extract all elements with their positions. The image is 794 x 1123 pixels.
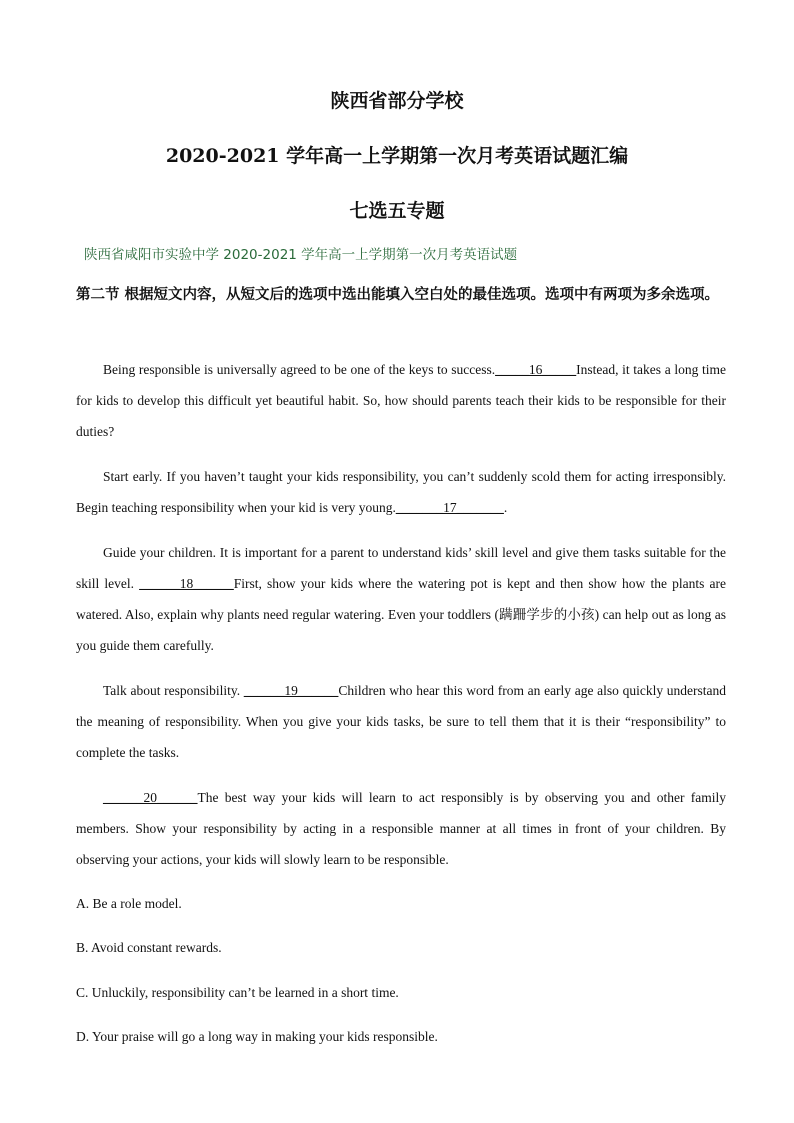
paragraph-text: The best way your kids will learn to act responsibly is by observing you and other family members. Show your responsibility by acting in a responsible manner at all times in front of your children. By observing your actions, your kids will slowly learn to be responsible. xyxy=(76,790,726,867)
passage-paragraph-3 xyxy=(76,537,726,661)
paragraph-text: Talk about responsibility. xyxy=(103,683,244,698)
document-title-exam: 2020-2021 学年高一上学期第一次月考英语试题汇编 xyxy=(165,145,629,167)
blank-19: ______19______ xyxy=(243,683,339,698)
exam-source-label: 陕西省咸阳市实验中学 2020-2021 学年高一上学期第一次月考英语试题 xyxy=(84,247,518,263)
paragraph-text: . xyxy=(503,500,508,515)
option-a: A. Be a role model. xyxy=(76,896,182,911)
passage-paragraph-5 xyxy=(76,782,726,875)
blank-17: _______17_______ xyxy=(395,500,504,515)
paragraph-text: Guide your children. It is important for a parent to understand kids’ skill level and give them tasks suitable for the skill level. xyxy=(76,545,726,591)
passage-paragraph-2 xyxy=(76,461,726,523)
option-b: B. Avoid constant rewards. xyxy=(76,940,222,955)
blank-18: ______18______ xyxy=(139,576,234,591)
option-d: D. Your praise will go a long way in making your kids responsible. xyxy=(76,1029,438,1044)
document-title-school: 陕西省部分学校 xyxy=(330,90,464,112)
paragraph-text: Instead, it takes a long time for kids to develop this difficult yet beautiful habit. So, how should parents teach their kids to be responsible for their duties? xyxy=(76,362,726,439)
passage-paragraph-1 xyxy=(76,354,726,447)
section-instruction: 第二节 根据短文内容，从短文后的选项中选出能填入空白处的最佳选项。选项中有两项为多余选项。 xyxy=(76,287,720,303)
passage-paragraph-4 xyxy=(76,675,726,768)
option-c: C. Unluckily, responsibility can’t be learned in a short time. xyxy=(76,985,399,1000)
paragraph-text: First, show your kids where the watering pot is kept and then show how the plants are watered. Also, explain why plants need regular watering. Even your toddlers (蹒跚学步的小孩) can help out as long as you guide them carefully. xyxy=(76,576,726,653)
paragraph-text: Start early. If you haven’t taught your kids responsibility, you can’t suddenly scold them for acting irresponsibly. Begin teaching responsibility when your kid is very young. xyxy=(76,469,726,515)
blank-20: ______20______ xyxy=(103,790,198,805)
document-title-topic: 七选五专题 xyxy=(349,200,445,222)
paragraph-text: Children who hear this word from an early age also quickly understand the meaning of responsibility. When you give your kids tasks, be sure to tell them that it is their “responsibility” to complete the tasks. xyxy=(76,683,726,760)
paragraph-text: Being responsible is universally agreed to be one of the keys to success. xyxy=(103,362,496,377)
blank-16: _____16_____ xyxy=(495,362,577,377)
